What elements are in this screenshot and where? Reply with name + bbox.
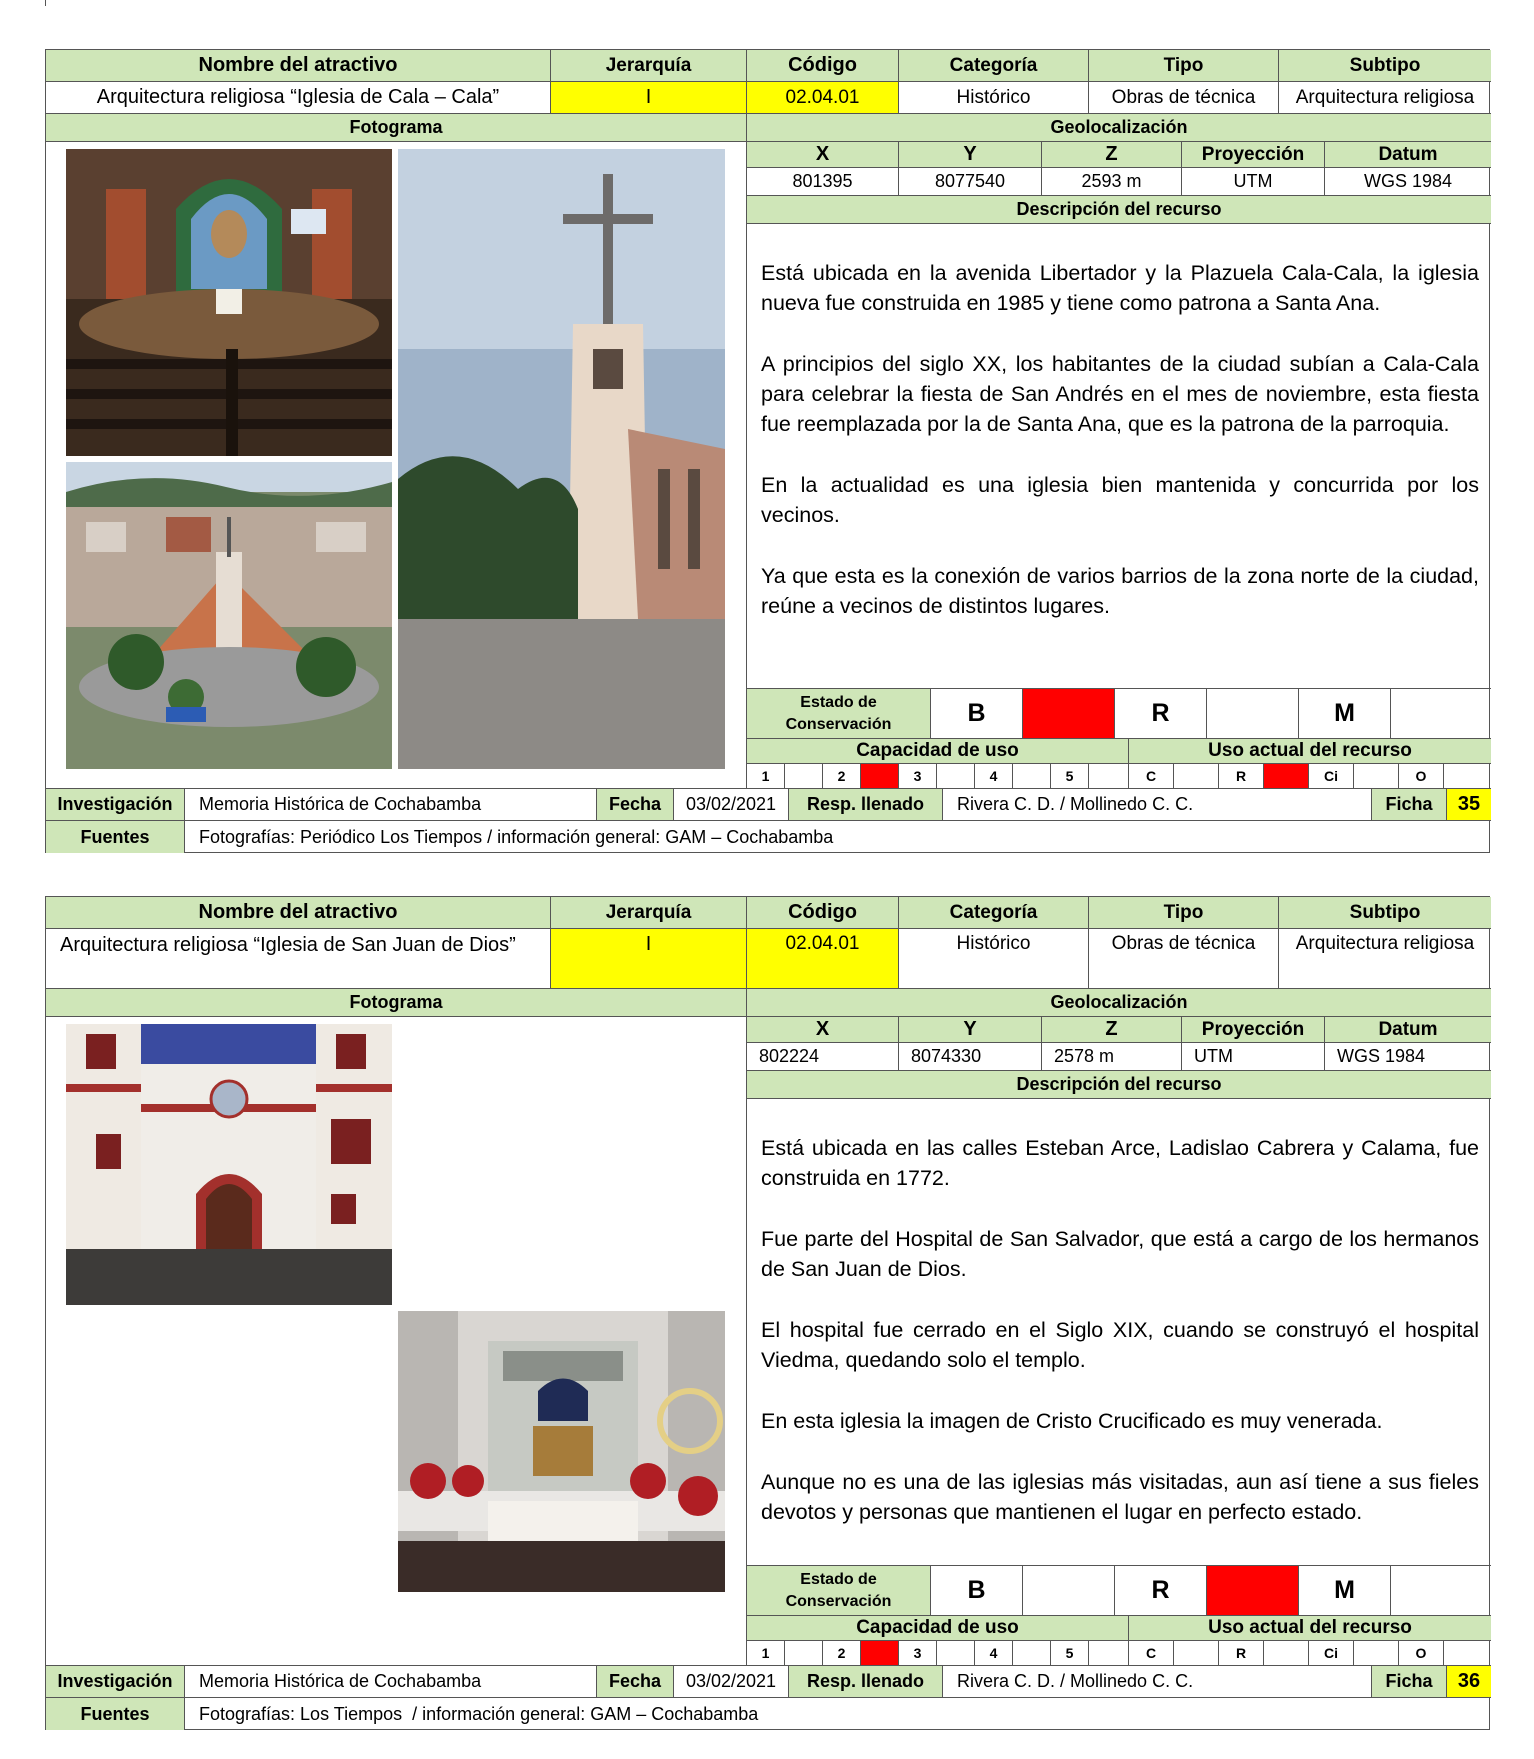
cap-2-mark [861,1641,899,1666]
estado-m-mark [1391,689,1491,739]
descripcion-paragraph: Ya que esta es la conexión de varios barrios de la zona norte de la ciudad, reúne a vecinos de distintos lugares. [761,564,1479,618]
header-jerarquia: Jerarquía [551,897,747,929]
header-subtipo: Subtipo [1279,50,1491,82]
tipo-value: Obras de técnica [1089,929,1279,989]
descripcion-paragraph: En esta iglesia la imagen de Cristo Crucificado es muy venerada. [761,1409,1383,1433]
header-subtipo: Subtipo [1279,897,1491,929]
estado-b-label: B [931,689,1023,739]
cap-3-mark [937,1641,975,1666]
attraction-card-cala-cala [45,49,1490,853]
uso-r-label: R [1219,1641,1264,1666]
capacidad-header: Capacidad de uso [747,739,1129,764]
uso-c-label: C [1129,1641,1174,1666]
codigo-value: 02.04.01 [747,82,899,114]
header-jerarquia: Jerarquía [551,50,747,82]
geo-y-header: Y [899,1017,1042,1043]
estado-r-label: R [1115,689,1207,739]
ficha-header: Ficha [1372,1666,1447,1698]
categoria-value: Histórico [899,82,1089,114]
ficha-header: Ficha [1372,789,1447,821]
descripcion-paragraph: Fue parte del Hospital de San Salvador, que está a cargo de los hermanos de San Juan de Dios. [761,1227,1479,1281]
uso-ci-mark [1354,764,1399,789]
fecha-header: Fecha [597,1666,674,1698]
fotograma-header: Fotograma [46,989,747,1017]
geo-datum-value: WGS 1984 [1325,168,1491,196]
header-codigo: Código [747,897,899,929]
uso-r-label: R [1219,764,1264,789]
geo-x-value: 802224 [747,1043,899,1071]
estado-m-label: M [1299,1566,1391,1616]
uso-ci-mark [1354,1641,1399,1666]
estado-header: Estado de Conservación [747,689,931,739]
nombre-value: Arquitectura religiosa “Iglesia de Cala – Cala” [46,82,551,114]
jerarquia-value: I [551,82,747,114]
uso-c-mark [1174,764,1219,789]
subtipo-value: Arquitectura religiosa [1279,929,1491,989]
estado-r-label: R [1115,1566,1207,1616]
header-categoria: Categoría [899,50,1089,82]
cap-2-label: 2 [823,1641,861,1666]
nombre-value: Arquitectura religiosa “Iglesia de San Juan de Dios” [46,929,551,989]
cap-4-mark [1013,1641,1051,1666]
geo-x-header: X [747,1017,899,1043]
fecha-value: 03/02/2021 [674,789,789,821]
capacidad-header: Capacidad de uso [747,1616,1129,1641]
cap-4-mark [1013,764,1051,789]
descripcion-paragraph: A principios del siglo XX, los habitantes de la ciudad subían a Cala-Cala para celebrar la fiesta de San Andrés en el mes de noviembre, esta fiesta fue reemplazada por la de Santa Ana, que es la patrona de la parroquia. [761,352,1479,436]
descripcion-text [747,224,1491,689]
geolocalizacion-header: Geolocalización [747,114,1491,142]
investigacion-header: Investigación [46,789,185,821]
uso-r-mark [1264,764,1309,789]
header-codigo: Código [747,50,899,82]
cap-1-label: 1 [747,1641,785,1666]
fuentes-value: Fotografías: Periódico Los Tiempos / información general: GAM – Cochabamba [199,826,834,847]
subtipo-value: Arquitectura religiosa [1279,82,1491,114]
photo-church-tower [398,149,725,769]
geo-datum-header: Datum [1325,142,1491,168]
cap-3-mark [937,764,975,789]
geo-proyeccion-value: UTM [1182,1043,1325,1071]
fecha-value: 03/02/2021 [674,1666,789,1698]
fuentes-header: Fuentes [46,821,185,853]
geo-proyeccion-header: Proyección [1182,1017,1325,1043]
uso-o-label: O [1399,764,1444,789]
estado-b-mark [1023,1566,1115,1616]
geo-x-header: X [747,142,899,168]
uso-o-label: O [1399,1641,1444,1666]
tipo-value: Obras de técnica [1089,82,1279,114]
geolocalizacion-header: Geolocalización [747,989,1491,1017]
uso-actual-header: Uso actual del recurso [1129,1616,1491,1641]
estado-m-mark [1391,1566,1491,1616]
ficha-number: 36 [1447,1666,1491,1698]
investigacion-header: Investigación [46,1666,185,1698]
uso-c-mark [1174,1641,1219,1666]
photo-church-aerial [66,462,392,769]
geo-z-value: 2593 m [1042,168,1182,196]
resp-header: Resp. llenado [789,1666,943,1698]
header-tipo: Tipo [1089,897,1279,929]
estado-header: Estado de Conservación [747,1566,931,1616]
investigacion-value: Memoria Histórica de Cochabamba [185,1666,597,1698]
resp-value: Rivera C. D. / Mollinedo C. C. [943,789,1372,821]
uso-r-mark [1264,1641,1309,1666]
header-categoria: Categoría [899,897,1089,929]
header-nombre: Nombre del atractivo [46,897,551,929]
cap-2-label: 2 [823,764,861,789]
geo-z-header: Z [1042,1017,1182,1043]
geo-proyeccion-header: Proyección [1182,142,1325,168]
cap-5-mark [1089,1641,1129,1666]
cap-5-mark [1089,764,1129,789]
descripcion-header: Descripción del recurso [747,196,1491,224]
cap-1-label: 1 [747,764,785,789]
uso-ci-label: Ci [1309,764,1354,789]
attraction-card-san-juan-de-dios [45,896,1490,1730]
cap-5-label: 5 [1051,1641,1089,1666]
cap-4-label: 4 [975,1641,1013,1666]
geo-x-value: 801395 [747,168,899,196]
fuentes-header: Fuentes [46,1698,185,1730]
geo-datum-header: Datum [1325,1017,1491,1043]
page-edge-mark [45,0,46,6]
codigo-value: 02.04.01 [747,929,899,989]
descripcion-header: Descripción del recurso [747,1071,1491,1099]
descripcion-text [747,1099,1491,1566]
resp-value: Rivera C. D. / Mollinedo C. C. [943,1666,1372,1698]
descripcion-paragraph: Aunque no es una de las iglesias más visitadas, aun así tiene a sus fieles devotos y personas que mantienen el lugar en perfecto estado. [761,1470,1479,1524]
jerarquia-value: I [551,929,747,989]
estado-b-label: B [931,1566,1023,1616]
geo-datum-value: WGS 1984 [1325,1043,1491,1071]
estado-b-mark [1023,689,1115,739]
cap-3-label: 3 [899,1641,937,1666]
fotograma-header: Fotograma [46,114,747,142]
descripcion-paragraph: En la actualidad es una iglesia bien mantenida y concurrida por los vecinos. [761,473,1479,527]
header-tipo: Tipo [1089,50,1279,82]
geo-z-value: 2578 m [1042,1043,1182,1071]
geo-y-header: Y [899,142,1042,168]
uso-o-mark [1444,1641,1491,1666]
descripcion-paragraph: El hospital fue cerrado en el Siglo XIX, cuando se construyó el hospital Viedma, quedando solo el templo. [761,1318,1479,1372]
cap-4-label: 4 [975,764,1013,789]
descripcion-paragraph: Está ubicada en las calles Esteban Arce, Ladislao Cabrera y Calama, fue construida en 1772. [761,1136,1479,1190]
fuentes-value: Fotografías: Los Tiempos / información general: GAM – Cochabamba [199,1703,759,1724]
uso-o-mark [1444,764,1491,789]
uso-ci-label: Ci [1309,1641,1354,1666]
ficha-number: 35 [1447,789,1491,821]
cap-1-mark [785,1641,823,1666]
photo-church-facade [66,1024,392,1305]
descripcion-paragraph: Está ubicada en la avenida Libertador y la Plazuela Cala-Cala, la iglesia nueva fue construida en 1985 y tiene como patrona a Santa Ana. [761,261,1479,315]
geo-proyeccion-value: UTM [1182,168,1325,196]
cap-1-mark [785,764,823,789]
cap-2-mark [861,764,899,789]
estado-r-mark [1207,1566,1299,1616]
header-nombre: Nombre del atractivo [46,50,551,82]
geo-y-value: 8074330 [899,1043,1042,1071]
resp-header: Resp. llenado [789,789,943,821]
geo-z-header: Z [1042,142,1182,168]
estado-m-label: M [1299,689,1391,739]
fecha-header: Fecha [597,789,674,821]
investigacion-value: Memoria Histórica de Cochabamba [185,789,597,821]
photo-church-interior [66,149,392,456]
uso-actual-header: Uso actual del recurso [1129,739,1491,764]
photo-church-altar [398,1311,725,1592]
cap-3-label: 3 [899,764,937,789]
cap-5-label: 5 [1051,764,1089,789]
estado-r-mark [1207,689,1299,739]
geo-y-value: 8077540 [899,168,1042,196]
uso-c-label: C [1129,764,1174,789]
categoria-value: Histórico [899,929,1089,989]
